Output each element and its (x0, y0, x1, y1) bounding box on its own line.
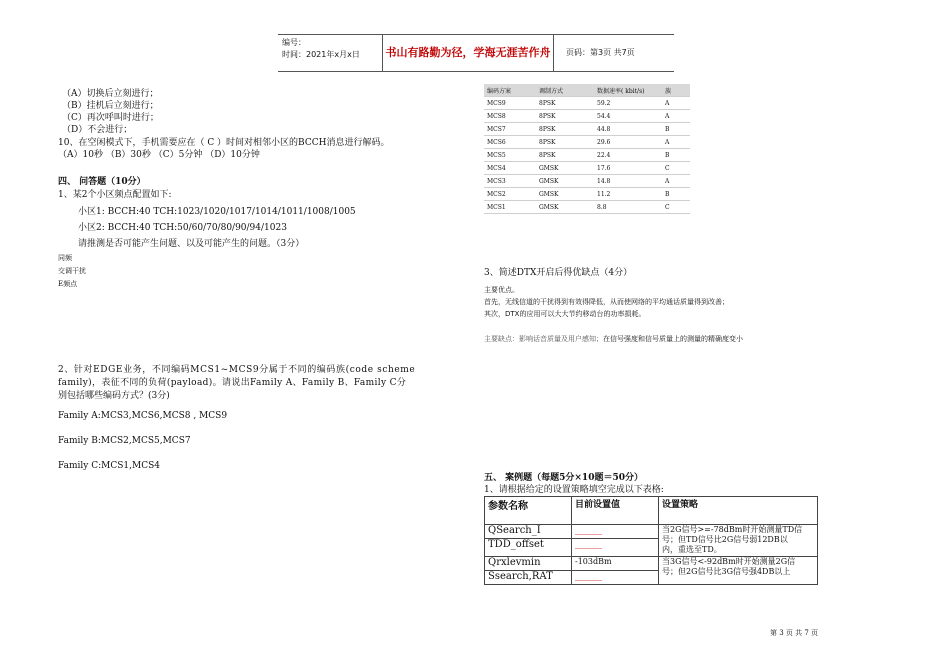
section-5-title: 五、 案例题（每题5分×10题＝50分） (484, 473, 643, 483)
table-cell: B (662, 188, 690, 201)
table-row (484, 149, 690, 162)
time-label: 时间：2021年x月x日 (282, 50, 360, 59)
answer-line-2: 交调干扰 (58, 267, 86, 275)
table-row (484, 97, 690, 110)
settings-table (484, 496, 818, 585)
table-cell: MCS4 (484, 162, 536, 175)
strategy-td (659, 525, 818, 557)
answer-line-1: 同频 (58, 254, 72, 262)
table-row (484, 136, 690, 149)
value-ssearch-rat: ______ (572, 571, 659, 585)
strategy-td-line-1: 当2G信号>=-78dBm时开始测量TD信 (662, 525, 803, 534)
strategy-2g-line-2: 号；但2G信号比3G信号强4DB以上 (662, 567, 791, 576)
table-cell: C (662, 201, 690, 214)
option-b: （B）挂机后立刻进行； (62, 101, 159, 111)
strategy-2g (659, 557, 818, 585)
cell-1-config: 小区1: BCCH:40 TCH:1023/1020/1017/1014/1011/1008/1005 (78, 207, 356, 217)
table-cell: 8PSK (536, 123, 594, 136)
table-cell: GMSK (536, 175, 594, 188)
table-cell: MCS7 (484, 123, 536, 136)
value-tdd-offset: ______ (572, 539, 659, 557)
table-row (484, 162, 690, 175)
table-cell: A (662, 110, 690, 123)
q2-line-2: family)，表征不同的负荷(payload)。请说出Family A、Family B、Family C分 (58, 378, 407, 388)
table-cell: 59.2 (594, 97, 662, 110)
table-cell: MCS6 (484, 136, 536, 149)
table-cell: MCS8 (484, 110, 536, 123)
disadvantages-suffix: 在信号强度和信号质量上的测量的精确度变小 (603, 335, 743, 343)
mcs-header-modulation: 调制方式 (536, 84, 594, 97)
table-cell: A (662, 136, 690, 149)
table-cell: 8PSK (536, 110, 594, 123)
q1-intro: 1、某2个小区频点配置如下: (58, 190, 172, 200)
disadvantages (484, 334, 743, 345)
mcs-header-rate: 数据速率( kbit/s) (594, 84, 662, 97)
table-cell: 8PSK (536, 97, 594, 110)
disadvantages-prefix: 主要缺点：影响话音质量及用户感知； (484, 335, 603, 343)
settings-table-header (485, 497, 818, 525)
table-cell: GMSK (536, 201, 594, 214)
settings-header-strategy: 设置策略 (659, 497, 818, 525)
table-cell: GMSK (536, 162, 594, 175)
table-row (484, 188, 690, 201)
table-cell: 54.4 (594, 110, 662, 123)
table-cell: B (662, 123, 690, 136)
advantage-line-1: 首先，无线信道的干扰得到有效得降低，从而使网络的平均通话质量得到改善； (484, 298, 729, 306)
strategy-2g-line-1: 当3G信号<-92dBm时开始测量2G信 (662, 557, 796, 566)
mcs-header-scheme: 编码方案 (484, 84, 536, 97)
header-meta (282, 37, 360, 61)
param-ssearch-rat: Ssearch,RAT (485, 571, 572, 585)
mcs-table-header (484, 84, 690, 97)
table-cell: GMSK (536, 188, 594, 201)
table-cell: 29.6 (594, 136, 662, 149)
table-cell: 14.8 (594, 175, 662, 188)
table-cell: 8PSK (536, 149, 594, 162)
page-footer: 第 3 页 共 7 页 (770, 629, 819, 637)
settings-header-param: 参数名称 (485, 497, 572, 525)
table-cell: C (662, 162, 690, 175)
option-d: （D）不会进行； (62, 125, 133, 135)
section-4-title: 四、 问答题（10分） (58, 177, 146, 187)
strategy-td-line-3: 内，重选至TD。 (662, 545, 722, 554)
table-cell: MCS5 (484, 149, 536, 162)
answer-line-3: E频点 (58, 280, 78, 288)
strategy-td-line-2: 号；但TD信号比2G信号弱12DB以 (662, 535, 788, 544)
family-c: Family C:MCS1,MCS4 (58, 461, 161, 471)
code-label: 编号： (282, 38, 306, 47)
table-cell: B (662, 149, 690, 162)
option-a: （A）切换后立刻进行； (62, 89, 159, 99)
table-cell: A (662, 97, 690, 110)
value-qsearch-i: ______ (572, 525, 659, 539)
question-10-options: （A）10秒 （B）30秒 （C）5分钟 （D）10分钟 (58, 150, 260, 160)
param-qrxlevmin (485, 557, 572, 571)
cell-2-config: 小区2: BCCH:40 TCH:50/60/70/80/90/94/1023 (78, 223, 287, 233)
q2-line-3: 别包括哪些编码方式？(3分) (58, 391, 170, 401)
settings-header-value: 目前设置值 (572, 497, 659, 525)
mcs-table (484, 84, 690, 214)
table-cell: 44.8 (594, 123, 662, 136)
mcs-header-family: 族 (662, 84, 690, 97)
header-page-label: 页码：第3页 共7页 (566, 48, 635, 57)
table-cell: 8.8 (594, 201, 662, 214)
table-cell: 17.6 (594, 162, 662, 175)
advantage-line-2: 其次，DTX的应用可以大大节约移动台的功率损耗。 (484, 310, 646, 318)
case-question-1: 1、请根据给定的设置策略填空完成以下表格: (484, 485, 664, 495)
table-cell: 8PSK (536, 136, 594, 149)
settings-table-wrapper (484, 496, 818, 585)
q2-line-1: 2、针对EDGE业务，不同编码MCS1~MCS9分属于不同的编码族(code scheme (58, 365, 416, 375)
table-cell: MCS3 (484, 175, 536, 188)
advantages-title: 主要优点。 (484, 286, 519, 294)
value-qrxlevmin: -103dBm (572, 557, 659, 571)
option-c: （C）再次呼叫时进行； (62, 113, 159, 123)
family-b: Family B:MCS2,MCS5,MCS7 (58, 436, 191, 446)
family-a: Family A:MCS3,MCS6,MCS8 , MCS9 (58, 411, 228, 421)
param-qrxlevmin-text: Qrxlevmin (488, 557, 541, 568)
page-header (278, 34, 674, 72)
table-row (485, 525, 818, 539)
table-cell: MCS2 (484, 188, 536, 201)
q1-question: 请推测是否可能产生问题、以及可能产生的问题。（3分） (78, 239, 305, 249)
param-tdd-offset: TDD_offset (485, 539, 572, 557)
table-row (484, 123, 690, 136)
table-row (484, 201, 690, 214)
table-cell: MCS9 (484, 97, 536, 110)
param-qsearch-i: QSearch_I (485, 525, 572, 539)
table-cell: 22.4 (594, 149, 662, 162)
table-row (484, 175, 690, 188)
question-10: 10、在空闲模式下，手机需要应在（ C ）时间对相邻小区的BCCH消息进行解码。 (58, 138, 390, 148)
header-motto: 书山有路勤为径，学海无涯苦作舟 (382, 35, 554, 71)
table-row (484, 110, 690, 123)
table-cell: A (662, 175, 690, 188)
table-row (485, 557, 818, 571)
mcs-table-wrapper (484, 84, 690, 214)
table-cell: 11.2 (594, 188, 662, 201)
q3-title: 3、简述DTX开启后得优缺点（4分） (484, 268, 633, 278)
table-cell: MCS1 (484, 201, 536, 214)
